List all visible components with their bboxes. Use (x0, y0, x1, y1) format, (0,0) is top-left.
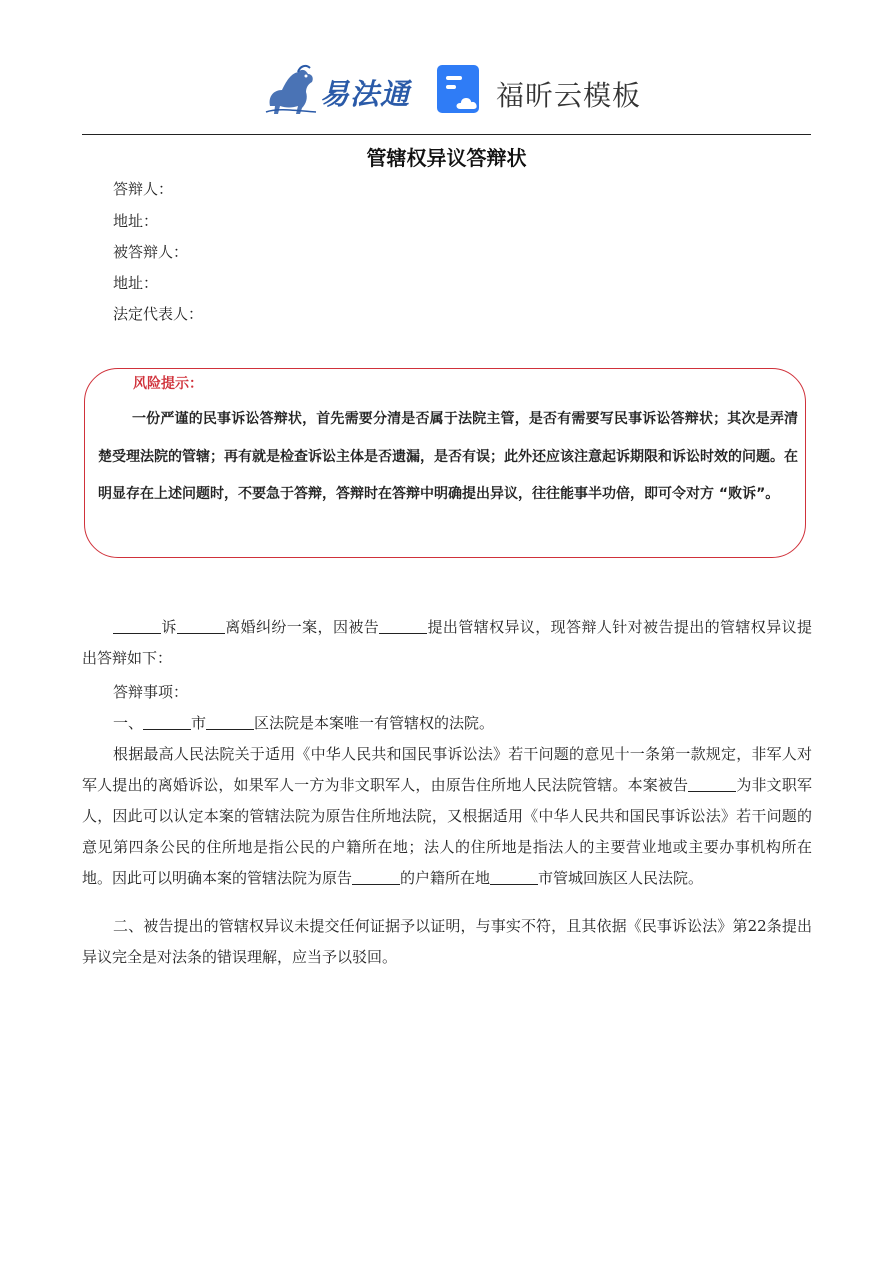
legal-basis-text-4: 市管城回族区人民法院。 (538, 869, 704, 887)
legal-representative-label: 法定代表人： (113, 305, 204, 323)
intro-paragraph (82, 612, 812, 674)
respondent-label: 答辩人： (113, 180, 174, 198)
logo-right-text: 福昕云模板 (496, 79, 642, 112)
blank-city (143, 713, 191, 730)
document-title: 管辖权异议答辩状 (366, 146, 527, 170)
intro-text-3: 提出管辖权异议，现答辩人针对被告提出的管辖权异议提出答辩如下： (82, 618, 812, 667)
legal-basis-text-3: 的户籍所在地 (400, 869, 491, 887)
blank-defendant-name (379, 617, 427, 634)
items-heading: 答辩事项： (113, 683, 189, 701)
blank-city-2 (490, 868, 538, 885)
item-one (82, 708, 812, 739)
cloud-document-icon (436, 64, 486, 116)
intro-text-2: 离婚纠纷一案，因被告 (224, 618, 380, 636)
risk-notice-box (84, 368, 806, 558)
item-one-text-2: 区法院是本案唯一有管辖权的法院。 (254, 714, 495, 732)
intro-text-1: 诉 (161, 618, 177, 636)
legal-basis-text-2: 为非文职军人，因此可以认定本案的管辖法院为原告住所地法院，又根据适用《中华人民共和国民事诉讼法》若干问题的意见第四条公民的住所地是指公民的户籍所在地；法人的住所地是指法人的主要营业地或主要办事机构所在地。因此可以明确本案的管辖法院为原告 (82, 776, 812, 887)
blank-plaintiff (113, 617, 161, 634)
respondent-address-label: 地址： (113, 212, 159, 230)
blank-defendant (177, 617, 225, 634)
foxit-cloud-logo (436, 64, 646, 118)
item-two: 二、被告提出的管辖权异议未提交任何证据予以证明，与事实不符，且其依据《民事诉讼法》第22条提出异议完全是对法条的错误理解，应当予以驳回。 (82, 917, 812, 966)
blank-district (206, 713, 254, 730)
legal-basis-paragraph (82, 739, 812, 894)
item-one-prefix: 一、 (113, 714, 144, 732)
risk-notice-body: 一份严谨的民事诉讼答辩状，首先需要分清是否属于法院主管，是否有需要写民事诉讼答辩状；其次是弄清楚受理法院的管辖；再有就是检查诉讼主体是否遗漏，是否有误；此外还应该注意起诉期限和诉讼时效的问题。在明显存在上述问题时，不要急于答辩，答辩时在答辩中明确提出异议，往往能事半功倍，即可令对方 “败诉”。 (98, 411, 798, 502)
page-header (0, 58, 893, 122)
header-divider (82, 134, 811, 135)
blank-defendant-2 (688, 775, 736, 792)
opponent-label: 被答辩人： (113, 243, 189, 261)
horse-logo-icon (262, 62, 320, 118)
risk-notice-title: 风险提示： (133, 376, 203, 392)
item-one-text-1: 市 (191, 714, 207, 732)
yifatong-logo (262, 62, 412, 118)
legal-basis-text-1: 根据最高人民法院关于适用《中华人民共和国民事诉讼法》若干问题的意见十一条第一款规定，非军人对军人提出的离婚诉讼，如果军人一方为非文职军人，由原告住所地人民法院管辖。本案被告 (82, 745, 812, 794)
blank-plaintiff-2 (352, 868, 400, 885)
logo-left-text: 易法通 (320, 77, 411, 111)
opponent-address-label: 地址： (113, 274, 159, 292)
